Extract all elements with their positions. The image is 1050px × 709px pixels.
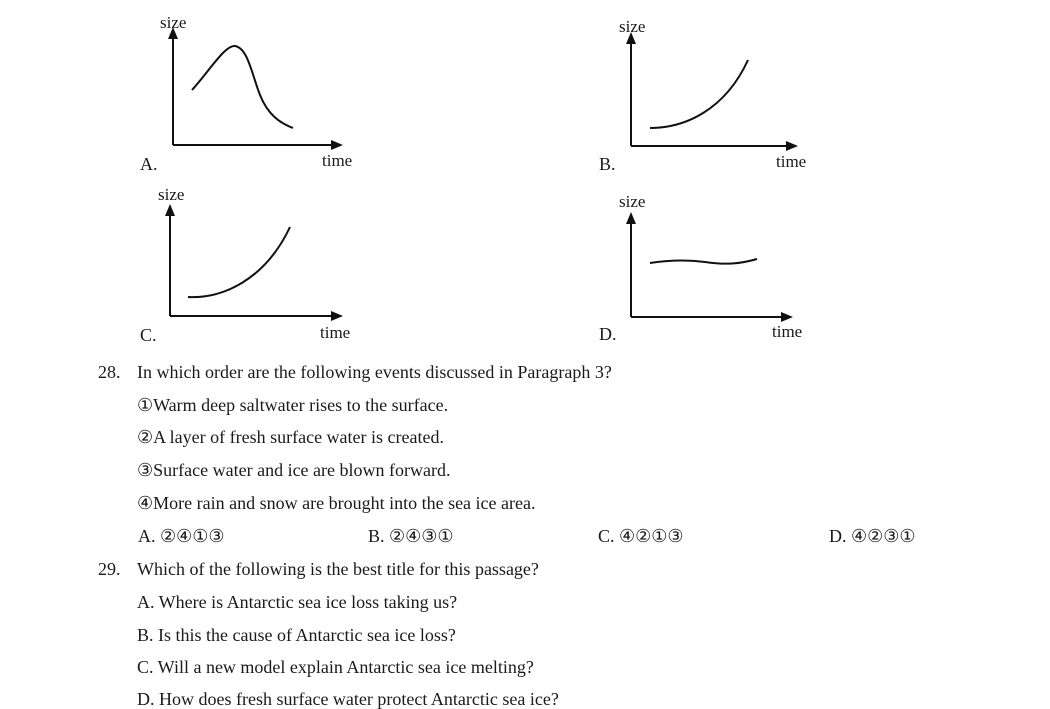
q29-option-a[interactable]: A. Where is Antarctic sea ice loss taking us? xyxy=(137,592,458,612)
q28-answer-c[interactable]: C. ④②①③ xyxy=(598,526,684,546)
graph-option-d xyxy=(590,180,830,350)
graph-d-curve xyxy=(650,259,757,264)
q28-answer-a[interactable]: A. ②④①③ xyxy=(138,526,225,546)
q28-event-4: ④More rain and snow are brought into the sea ice area. xyxy=(137,493,536,513)
graph-c-x-label: time xyxy=(320,323,351,342)
graph-b-y-label: size xyxy=(619,17,646,36)
graph-c-curve xyxy=(188,227,290,297)
graph-a-y-label: size xyxy=(160,13,187,32)
q29-option-c[interactable]: C. Will a new model explain Antarctic sea ice melting? xyxy=(137,657,534,677)
graph-a-letter: A. xyxy=(140,154,158,174)
q28-answer-d[interactable]: D. ④②③① xyxy=(829,526,916,546)
graph-option-c xyxy=(130,180,370,350)
q29-number: 29. xyxy=(98,559,121,579)
graph-b-x-label: time xyxy=(776,152,807,171)
q29-option-d[interactable]: D. How does fresh surface water protect Antarctic sea ice? xyxy=(137,689,559,709)
graph-c-y-label: size xyxy=(158,185,185,204)
graph-b-curve xyxy=(650,60,748,128)
q29-stem: Which of the following is the best title for this passage? xyxy=(137,559,539,579)
q28-number: 28. xyxy=(98,362,121,382)
q28-event-2: ②A layer of fresh surface water is created. xyxy=(137,427,444,447)
q29-option-b[interactable]: B. Is this the cause of Antarctic sea ice loss? xyxy=(137,625,456,645)
q28-event-3: ③Surface water and ice are blown forward. xyxy=(137,460,451,480)
graph-d-x-label: time xyxy=(772,322,803,341)
q28-event-1: ①Warm deep saltwater rises to the surface. xyxy=(137,395,449,415)
graph-option-b xyxy=(590,10,830,180)
graph-c-letter: C. xyxy=(140,325,157,345)
graph-a-x-label: time xyxy=(322,151,353,170)
graph-a-curve xyxy=(192,46,293,128)
graph-b-letter: B. xyxy=(599,154,616,174)
graph-d-letter: D. xyxy=(599,324,617,344)
graph-option-a xyxy=(130,10,370,180)
graph-d-y-label: size xyxy=(619,192,646,211)
q28-stem: In which order are the following events discussed in Paragraph 3? xyxy=(137,362,612,382)
q28-answer-b[interactable]: B. ②④③① xyxy=(368,526,454,546)
